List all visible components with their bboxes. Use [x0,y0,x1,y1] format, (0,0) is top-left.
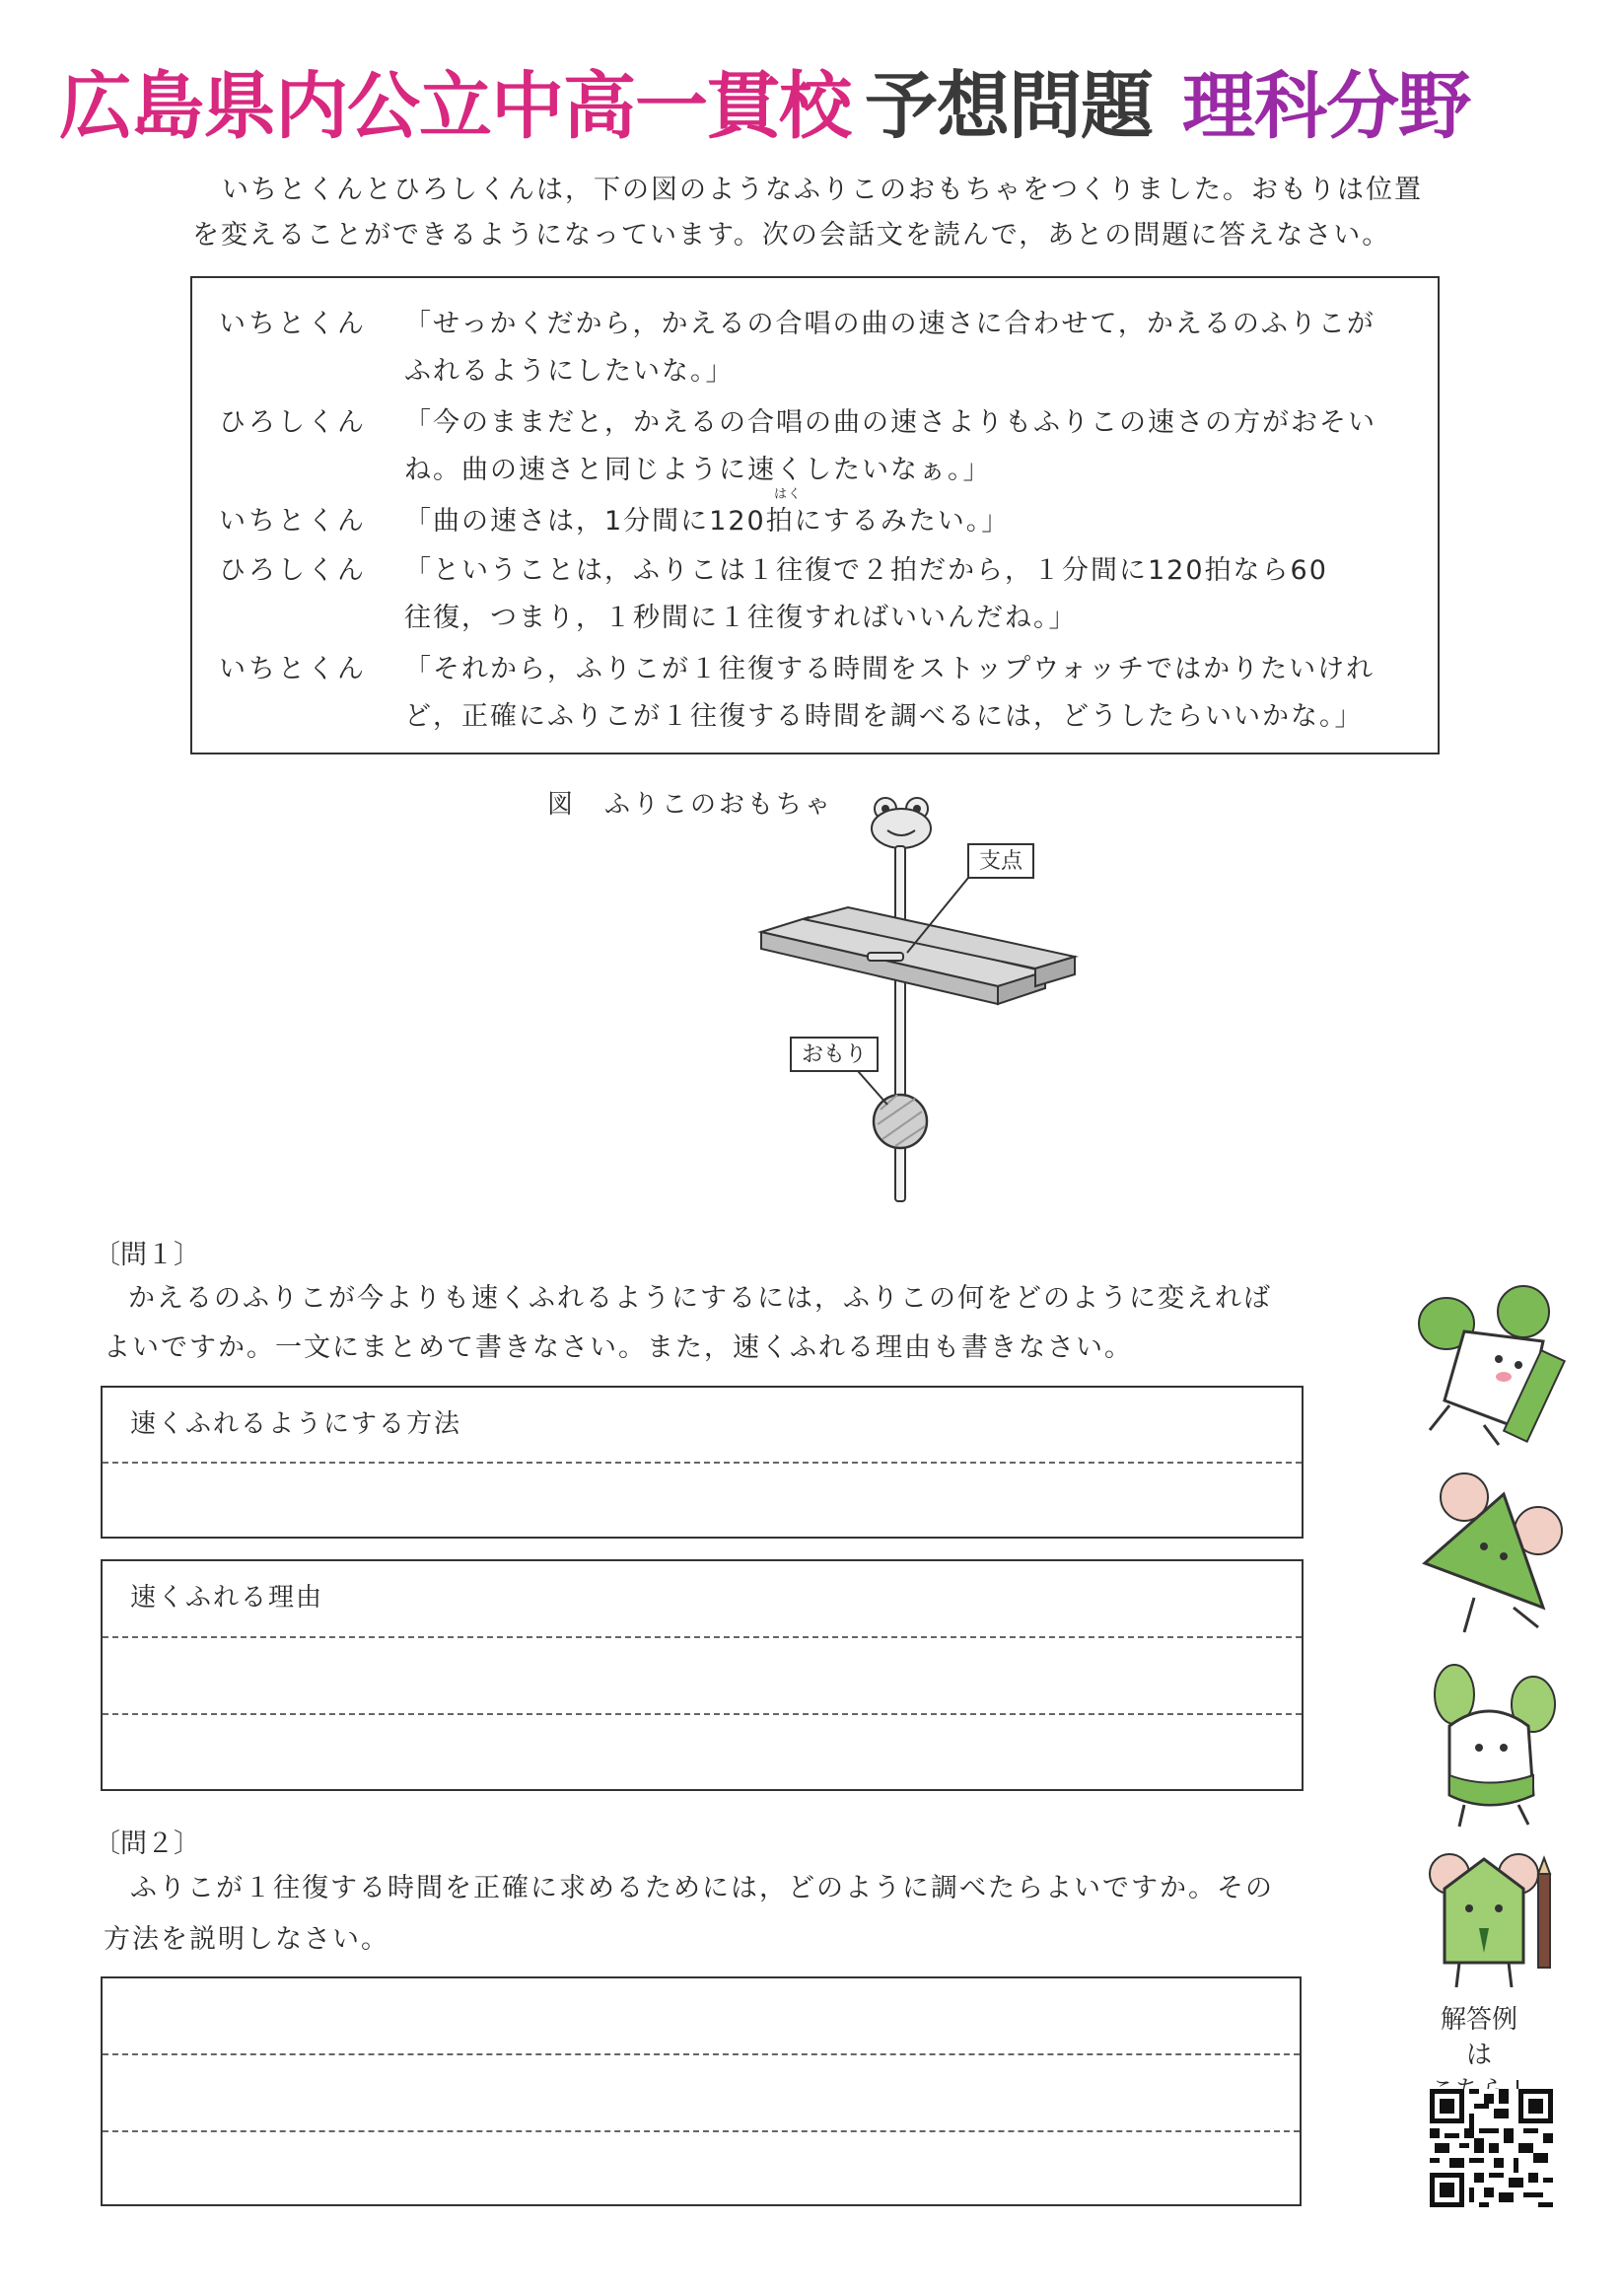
q2-answer-field[interactable] [103,1978,1300,2204]
q2-text-line-2: 方法を説明しなさい。 [104,1924,389,1955]
q1-label: 〔問１〕 [94,1240,200,1270]
title-exam: 予想問題 [865,64,1153,149]
speaker-ichito: いちとくん [219,506,367,537]
q2-text-line-1: ふりこが１往復する時間を正確に求めるためには，どのように調べたらよいですか。その [130,1873,1274,1903]
dashed-divider [103,1636,1302,1638]
frog-head-icon [872,798,931,848]
figure-caption: 図 ふりこのおもちゃ [547,790,834,820]
mascot-triangle-icon [1405,1470,1573,1642]
dialogue-line: 「それから，ふりこが１往復する時間をストップウォッチではかりたいけれ [404,654,1375,684]
q1-text-line-2: よいですか。一文にまとめて書きなさい。また，速くふれる理由も書きなさい。 [104,1332,1133,1363]
dialogue-line: 「せっかくだから，かえるの合唱の曲の速さに合わせて，かえるのふりこが [404,309,1375,339]
q1-method-answer-box [101,1386,1304,1539]
dialogue-line: ね。曲の速さと同じように速くしたいなぁ。」 [404,455,992,485]
q1-reason-answer-box [101,1559,1304,1791]
speaker-hiroshi: ひろしくん [219,555,367,586]
stand-frame [761,907,1075,1004]
weight-label: おもり [801,1042,868,1067]
dialogue-line: 「ということは，ふりこは１往復で２拍だから，１分間に120拍なら60 [404,555,1328,586]
dialogue-line: 「曲の速さは，1分間に120拍にするみたい。」 [404,506,1011,537]
q2-answer-box [101,1976,1302,2206]
fulcrum-label: 支点 [978,849,1023,874]
page-title [59,57,1578,156]
mascot-ruler-icon [1405,1282,1573,1450]
dashed-divider [103,1462,1302,1464]
mascot-flask-icon [1405,1657,1573,1830]
dialogue-line: 往復，つまり，１秒間に１往復すればいいんだね。」 [404,603,1078,633]
title-school: 広島県内公立中高一貫校 [59,64,851,149]
q1-text-line-1: かえるのふりこが今よりも速くふれるようにするには，ふりこの何をどのように変えれば [128,1283,1272,1314]
dialogue-line: 「今のままだと，かえるの合唱の曲の速さよりもふりこの速さの方がおそい [404,407,1376,438]
q1-method-answer-field[interactable] [103,1465,1302,1538]
q1-reason-label: 速くふれる理由 [130,1583,324,1613]
dialogue-line: ど，正確にふりこが１往復する時間を調べるには，どうしたらいいかな。」 [404,701,1364,732]
speaker-ichito: いちとくん [219,654,367,684]
intro-line-2: を変えることができるようになっています。次の会話文を読んで，あとの問題に答えなさい。 [192,220,1391,251]
speaker-ichito: いちとくん [219,309,367,339]
ruby-haku: はく [774,487,803,502]
dialogue-box [190,276,1440,754]
qr-code[interactable] [1430,2089,1553,2207]
dialogue-line: ふれるようにしたいな。」 [404,356,735,387]
q2-label: 〔問２〕 [94,1829,200,1859]
title-subject: 理科分野 [1182,64,1470,149]
pendulum-toy-figure [749,779,1104,1223]
answer-note-line-1: 解答例は [1440,2005,1517,2070]
q1-method-label: 速くふれるようにする方法 [130,1409,462,1439]
intro-line-1: いちとくんとひろしくんは，下の図のようなふりこのおもちゃをつくりました。おもりは位置 [222,175,1423,205]
mascot-pencil-icon [1405,1844,1573,1992]
q1-reason-answer-field[interactable] [103,1639,1302,1790]
speaker-hiroshi: ひろしくん [219,407,367,438]
